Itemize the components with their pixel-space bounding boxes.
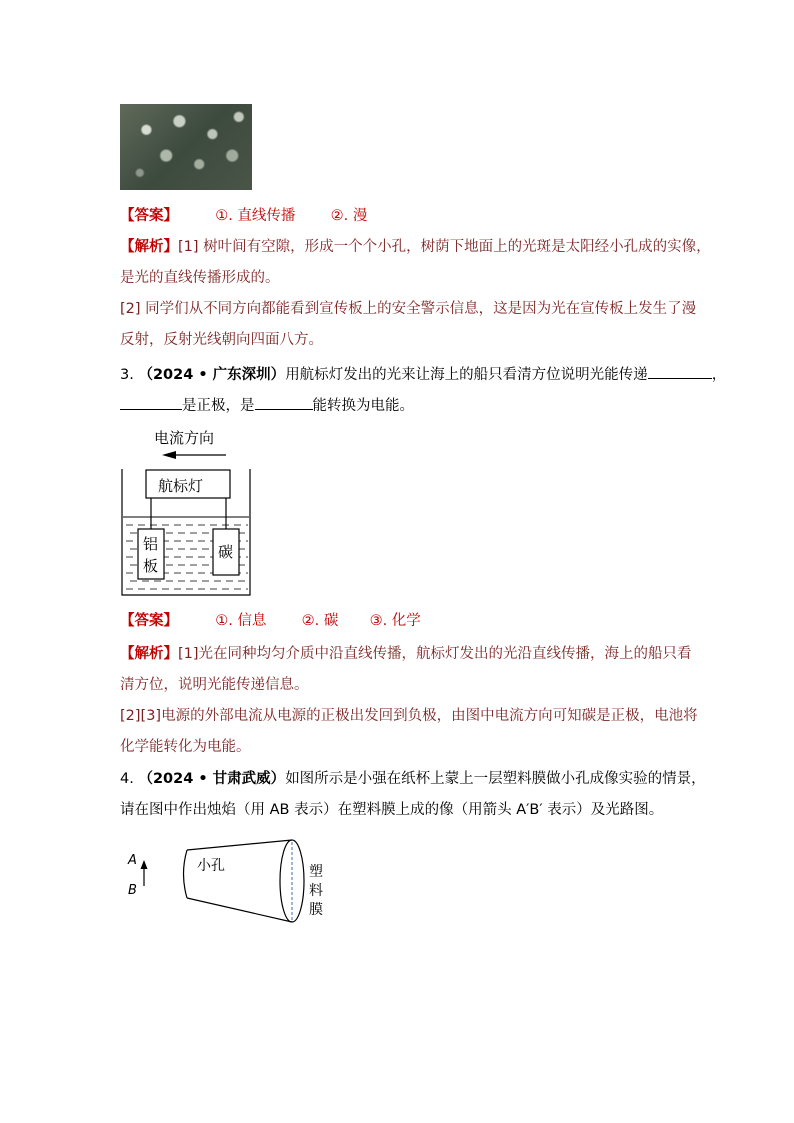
q2-analysis-line-1	[120, 237, 711, 257]
current-direction-label: 电流方向	[154, 429, 215, 447]
stem-text-a: 是正极，是	[182, 398, 255, 414]
stem-text-b: 能转换为电能。	[312, 398, 414, 414]
q3-stem-line-2	[120, 395, 414, 416]
answer-blank-2[interactable]	[120, 395, 182, 410]
aluminum-label-2: 板	[143, 557, 159, 575]
q2-answer-line	[120, 206, 367, 226]
question-source: （2024 • 广东深圳）	[138, 367, 286, 383]
film-label-1: 塑	[309, 864, 323, 880]
comma: ，	[711, 367, 727, 383]
aluminum-label-1: 铝	[143, 535, 159, 553]
cup-top-edge	[187, 840, 292, 850]
q2-analysis-line-3: [2] 同学们从不同方向都能看到宣传板上的安全警示信息，这是因为光在宣传板上发生了漫	[120, 301, 697, 317]
answer-blank-3[interactable]	[255, 395, 313, 410]
q3-stem-line-1	[120, 364, 726, 385]
hole-label: 小孔	[197, 858, 225, 874]
current-arrow-head	[162, 451, 176, 459]
cup-bottom-edge	[187, 898, 292, 922]
carbon-label: 碳	[218, 543, 234, 561]
tree-shade-photo	[120, 104, 252, 190]
analysis-text: [1]光在同种均匀介质中沿直线传播，航标灯发出的光沿直线传播，海上的船只看	[178, 646, 692, 662]
q2-analysis-line-4: 反射，反射光线朝向四面八方。	[120, 332, 323, 348]
lamp-label: 航标灯	[158, 477, 204, 495]
answer-1: ①. 直线传播	[215, 208, 296, 224]
pinhole-cup-diagram	[120, 838, 335, 928]
answer-3: ③. 化学	[369, 613, 421, 629]
q3-analysis-line-3: [2][3]电源的外部电流从电源的正极出发回到负极，由图中电流方向可知碳是正极，电池将	[120, 708, 698, 724]
point-a-label: A	[128, 853, 137, 868]
q4-stem-line-1	[120, 769, 706, 789]
analysis-text: [1] 树叶间有空隙，形成一个个小孔，树荫下地面上的光斑是太阳经小孔成的实像，	[178, 239, 711, 255]
q4-stem-line-2: 请在图中作出烛焰（用 AB 表示）在塑料膜上成的像（用箭头 A′B′ 表示）及光路图。	[120, 802, 664, 818]
point-b-label: B	[128, 883, 137, 898]
answer-label: 【答案】	[120, 613, 178, 629]
q3-answer-line	[120, 611, 421, 631]
candle-arrow-head	[141, 860, 148, 869]
question-number: 3.	[120, 367, 134, 383]
q3-analysis-line-2: 清方位，说明光能传递信息。	[120, 677, 309, 693]
answer-label: 【答案】	[120, 208, 178, 224]
answer-blank-1[interactable]	[648, 364, 712, 379]
analysis-label: 【解析】	[120, 646, 178, 662]
q3-analysis-line-1	[120, 644, 692, 664]
answer-2: ②. 碳	[301, 613, 339, 629]
answer-2: ②. 漫	[330, 208, 368, 224]
question-source: （2024 • 甘肃武威）	[138, 771, 286, 787]
question-number: 4.	[120, 771, 134, 787]
cup-bottom-left-edge	[184, 850, 188, 898]
q3-analysis-line-4: 化学能转化为电能。	[120, 739, 251, 755]
answer-1: ①. 信息	[215, 613, 267, 629]
question-stem: 如图所示是小强在纸杯上蒙上一层塑料膜做小孔成像实验的情景，	[285, 771, 706, 787]
question-stem: 用航标灯发出的光来让海上的船只看清方位说明光能传递	[285, 367, 648, 383]
film-label-2: 料	[309, 883, 323, 899]
film-label-3: 膜	[309, 902, 323, 918]
analysis-label: 【解析】	[120, 239, 178, 255]
q2-analysis-line-2: 是光的直线传播形成的。	[120, 270, 280, 286]
battery-diagram	[118, 425, 258, 600]
